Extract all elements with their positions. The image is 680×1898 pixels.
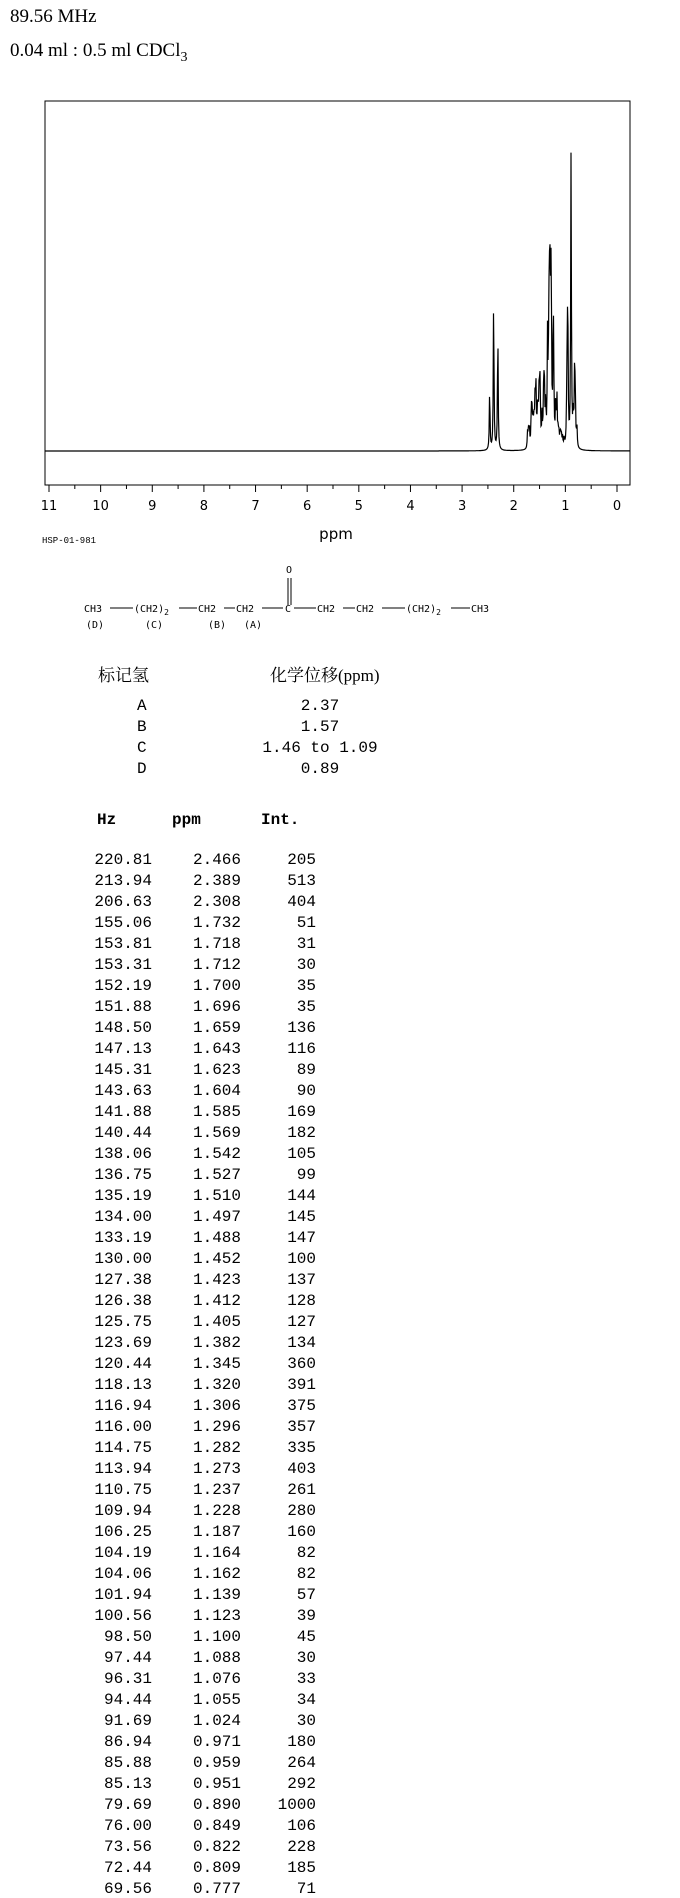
peak-ppm: 1.088: [192, 1649, 241, 1667]
peak-hz: 134.00: [94, 1208, 152, 1226]
peak-ppm: 1.296: [192, 1418, 241, 1436]
x-tick-label: 8: [199, 499, 209, 514]
peak-hz: 153.81: [94, 935, 152, 953]
mol-label-a: (A): [244, 620, 263, 631]
peak-int: 128: [287, 1292, 316, 1310]
peak-hz: 153.31: [94, 956, 152, 974]
peak-ppm: 0.849: [192, 1817, 241, 1835]
mol-label-c: (C): [145, 620, 164, 631]
peak-int: 90: [296, 1082, 316, 1100]
peak-hz: 136.75: [94, 1166, 152, 1184]
peak-header-int: Int.: [261, 811, 300, 829]
peak-int: 35: [296, 998, 316, 1016]
peak-int: 357: [287, 1418, 316, 1436]
peak-ppm: 0.777: [192, 1880, 241, 1898]
molecule-structure: [0, 560, 680, 640]
x-tick-label: 3: [457, 499, 467, 514]
peak-int: 145: [287, 1208, 316, 1226]
peak-ppm: 2.389: [192, 872, 241, 890]
peak-ppm: 1.123: [192, 1607, 241, 1625]
peak-ppm: 1.643: [192, 1040, 241, 1058]
peak-hz: 145.31: [94, 1061, 152, 1079]
peak-int: 39: [296, 1607, 316, 1625]
frequency-label: 89.56 MHz: [10, 6, 97, 27]
mol-o: O: [286, 565, 293, 576]
mol-ch2-b: CH2: [198, 604, 217, 615]
peak-int: 180: [287, 1733, 316, 1751]
peak-ppm: 1.405: [192, 1313, 241, 1331]
peak-int: 45: [296, 1628, 316, 1646]
peak-int: 160: [287, 1523, 316, 1541]
peak-hz: 116.94: [94, 1397, 152, 1415]
peak-ppm: 1.510: [192, 1187, 241, 1205]
peak-hz: 143.63: [94, 1082, 152, 1100]
peak-int: 31: [296, 935, 316, 953]
mol-ch2n-left: $(CH2)_2$: [134, 604, 169, 617]
peak-int: 82: [296, 1565, 316, 1583]
peak-hz: 220.81: [94, 851, 152, 869]
assign-shift: 1.46 to 1.09: [262, 739, 378, 757]
assign-label: A: [137, 697, 147, 715]
peak-hz: 120.44: [94, 1355, 152, 1373]
peak-ppm: 1.700: [192, 977, 241, 995]
peak-ppm: 1.569: [192, 1124, 241, 1142]
peak-hz: 113.94: [94, 1460, 152, 1478]
x-tick-label: 2: [509, 499, 518, 514]
peak-int: 82: [296, 1544, 316, 1562]
peak-ppm: 1.423: [192, 1271, 241, 1289]
mol-ch2-right-1: CH2: [317, 604, 336, 615]
peak-header-ppm: ppm: [172, 811, 201, 829]
peak-ppm: 1.452: [192, 1250, 241, 1268]
peak-hz: 98.50: [103, 1628, 152, 1646]
peak-int: 51: [296, 914, 316, 932]
peak-hz: 73.56: [103, 1838, 152, 1856]
peak-ppm: 1.696: [192, 998, 241, 1016]
peak-int: 169: [287, 1103, 316, 1121]
peak-ppm: 1.488: [192, 1229, 241, 1247]
mol-ch2-right-2: CH2: [356, 604, 375, 615]
peak-ppm: 1.345: [192, 1355, 241, 1373]
peak-ppm: 1.585: [192, 1103, 241, 1121]
peak-hz: 110.75: [94, 1481, 152, 1499]
peak-ppm: 1.076: [192, 1670, 241, 1688]
x-tick-label: 6: [303, 499, 312, 514]
peak-int: 35: [296, 977, 316, 995]
x-tick-label: 0: [612, 499, 622, 514]
peak-int: 280: [287, 1502, 316, 1520]
x-tick-label: 7: [251, 499, 260, 514]
x-tick-label: 5: [354, 499, 363, 514]
peak-hz: 72.44: [103, 1859, 152, 1877]
peak-int: 391: [287, 1376, 316, 1394]
peak-ppm: 1.055: [192, 1691, 241, 1709]
peak-ppm: 0.890: [192, 1796, 241, 1814]
x-tick-label: 1: [561, 499, 570, 514]
peak-int: 137: [287, 1271, 316, 1289]
peak-int: 292: [287, 1775, 316, 1793]
mol-ketone-c: C: [285, 604, 292, 615]
peak-int: 1000: [277, 1796, 316, 1814]
peak-ppm: 0.809: [192, 1859, 241, 1877]
peak-hz: 109.94: [94, 1502, 152, 1520]
peak-ppm: 1.382: [192, 1334, 241, 1352]
peak-int: 144: [287, 1187, 316, 1205]
plot-frame: [45, 101, 630, 485]
peak-ppm: 1.712: [192, 956, 241, 974]
peak-hz: 206.63: [94, 893, 152, 911]
x-tick-label: 11: [40, 499, 58, 514]
peak-hz: 155.06: [94, 914, 152, 932]
peak-hz: 127.38: [94, 1271, 152, 1289]
peak-int: 100: [287, 1250, 316, 1268]
peak-int: 182: [287, 1124, 316, 1142]
peak-ppm: 1.282: [192, 1439, 241, 1457]
peak-hz: 135.19: [94, 1187, 152, 1205]
peak-int: 261: [287, 1481, 316, 1499]
peak-ppm: 2.466: [192, 851, 241, 869]
peak-hz: 148.50: [94, 1019, 152, 1037]
mol-ch3-left: CH3: [84, 604, 103, 615]
peak-ppm: 1.659: [192, 1019, 241, 1037]
peak-hz: 79.69: [103, 1796, 152, 1814]
peak-hz: 96.31: [103, 1670, 152, 1688]
peak-hz: 104.06: [94, 1565, 152, 1583]
peak-int: 33: [296, 1670, 316, 1688]
nmr-spectrum-chart: [0, 0, 680, 560]
baseline-trace: [45, 153, 630, 451]
peak-ppm: 1.273: [192, 1460, 241, 1478]
peak-ppm: 1.162: [192, 1565, 241, 1583]
peak-int: 403: [287, 1460, 316, 1478]
peak-hz: 116.00: [94, 1418, 152, 1436]
peak-int: 134: [287, 1334, 316, 1352]
peak-ppm: 1.237: [192, 1481, 241, 1499]
peak-ppm: 1.164: [192, 1544, 241, 1562]
mol-ch3-right: CH3: [471, 604, 490, 615]
assign-shift: 2.37: [300, 697, 340, 715]
spectrum-code: HSP-01-981: [42, 536, 97, 546]
peak-hz: 133.19: [94, 1229, 152, 1247]
peak-hz: 213.94: [94, 872, 152, 890]
peak-int: 375: [287, 1397, 316, 1415]
peak-int: 71: [296, 1880, 316, 1898]
assign-shift: 1.57: [300, 718, 340, 736]
peak-int: 147: [287, 1229, 316, 1247]
peak-int: 30: [296, 1649, 316, 1667]
peak-hz: 125.75: [94, 1313, 152, 1331]
peak-hz: 104.19: [94, 1544, 152, 1562]
mol-ch2n-right: $(CH2)_2$: [406, 604, 441, 617]
peak-hz: 118.13: [94, 1376, 152, 1394]
peak-ppm: 0.959: [192, 1754, 241, 1772]
peak-int: 89: [296, 1061, 316, 1079]
peak-hz: 152.19: [94, 977, 152, 995]
assign-label: D: [137, 760, 147, 778]
peak-ppm: 1.228: [192, 1502, 241, 1520]
peak-ppm: 1.542: [192, 1145, 241, 1163]
peak-hz: 140.44: [94, 1124, 152, 1142]
peak-int: 360: [287, 1355, 316, 1373]
peak-hz: 123.69: [94, 1334, 152, 1352]
peak-int: 136: [287, 1019, 316, 1037]
mol-label-b: (B): [208, 620, 227, 631]
peak-hz: 100.56: [94, 1607, 152, 1625]
peak-int: 105: [287, 1145, 316, 1163]
peak-ppm: 1.623: [192, 1061, 241, 1079]
peak-ppm: 0.951: [192, 1775, 241, 1793]
peak-int: 34: [296, 1691, 316, 1709]
peak-ppm: 0.971: [192, 1733, 241, 1751]
peak-hz: 97.44: [103, 1649, 152, 1667]
x-tick-label: 9: [148, 499, 157, 514]
peak-ppm: 1.320: [192, 1376, 241, 1394]
peak-hz: 86.94: [103, 1733, 152, 1751]
mol-ch2-a: CH2: [236, 604, 255, 615]
peak-ppm: 1.718: [192, 935, 241, 953]
peak-ppm: 1.139: [192, 1586, 241, 1604]
peak-header-hz: Hz: [97, 811, 117, 829]
peak-ppm: 0.822: [192, 1838, 241, 1856]
sample-subscript: 3: [180, 49, 188, 65]
peak-hz: 147.13: [94, 1040, 152, 1058]
x-tick-label: 10: [92, 499, 109, 514]
peak-hz: 91.69: [103, 1712, 152, 1730]
assign-shift: 0.89: [300, 760, 340, 778]
x-axis-label: ppm: [319, 525, 353, 543]
peak-hz: 138.06: [94, 1145, 152, 1163]
peak-ppm: 1.604: [192, 1082, 241, 1100]
peak-ppm: 1.187: [192, 1523, 241, 1541]
peak-ppm: 2.308: [192, 893, 241, 911]
x-axis-tick-labels: [41, 499, 621, 514]
peak-int: 127: [287, 1313, 316, 1331]
peak-int: 57: [296, 1586, 316, 1604]
peak-ppm: 1.306: [192, 1397, 241, 1415]
mol-label-d: (D): [86, 620, 105, 631]
assign-header-shift: 化学位移(ppm): [270, 666, 380, 685]
peak-int: 205: [287, 851, 316, 869]
peak-hz: 141.88: [94, 1103, 152, 1121]
peak-hz: 106.25: [94, 1523, 152, 1541]
peak-int: 30: [296, 1712, 316, 1730]
peak-ppm: 1.497: [192, 1208, 241, 1226]
peak-int: 335: [287, 1439, 316, 1457]
peak-int: 99: [296, 1166, 316, 1184]
peak-hz: 101.94: [94, 1586, 152, 1604]
peak-int: 513: [287, 872, 316, 890]
assign-label: C: [137, 739, 147, 757]
peak-int: 264: [287, 1754, 316, 1772]
peak-hz: 69.56: [103, 1880, 152, 1898]
peak-int: 116: [287, 1040, 316, 1058]
peak-hz: 151.88: [94, 998, 152, 1016]
peak-ppm: 1.412: [192, 1292, 241, 1310]
peak-hz: 130.00: [94, 1250, 152, 1268]
peak-hz: 126.38: [94, 1292, 152, 1310]
x-axis-ticks: [49, 485, 617, 492]
peak-hz: 114.75: [94, 1439, 152, 1457]
peak-ppm: 1.024: [192, 1712, 241, 1730]
peak-ppm: 1.100: [192, 1628, 241, 1646]
peak-ppm: 1.527: [192, 1166, 241, 1184]
peak-int: 185: [287, 1859, 316, 1877]
peak-int: 30: [296, 956, 316, 974]
peak-hz: 85.13: [103, 1775, 152, 1793]
x-tick-label: 4: [406, 499, 415, 514]
peak-hz: 76.00: [103, 1817, 152, 1835]
peak-hz: 85.88: [103, 1754, 152, 1772]
peak-int: 404: [287, 893, 316, 911]
assign-label: B: [137, 718, 147, 736]
peak-int: 106: [287, 1817, 316, 1835]
assign-header-label: 标记氢: [98, 666, 149, 685]
sample-text: 0.04 ml : 0.5 ml CDCl: [10, 40, 181, 61]
peak-ppm: 1.732: [192, 914, 241, 932]
peak-hz: 94.44: [103, 1691, 152, 1709]
peak-int: 228: [287, 1838, 316, 1856]
